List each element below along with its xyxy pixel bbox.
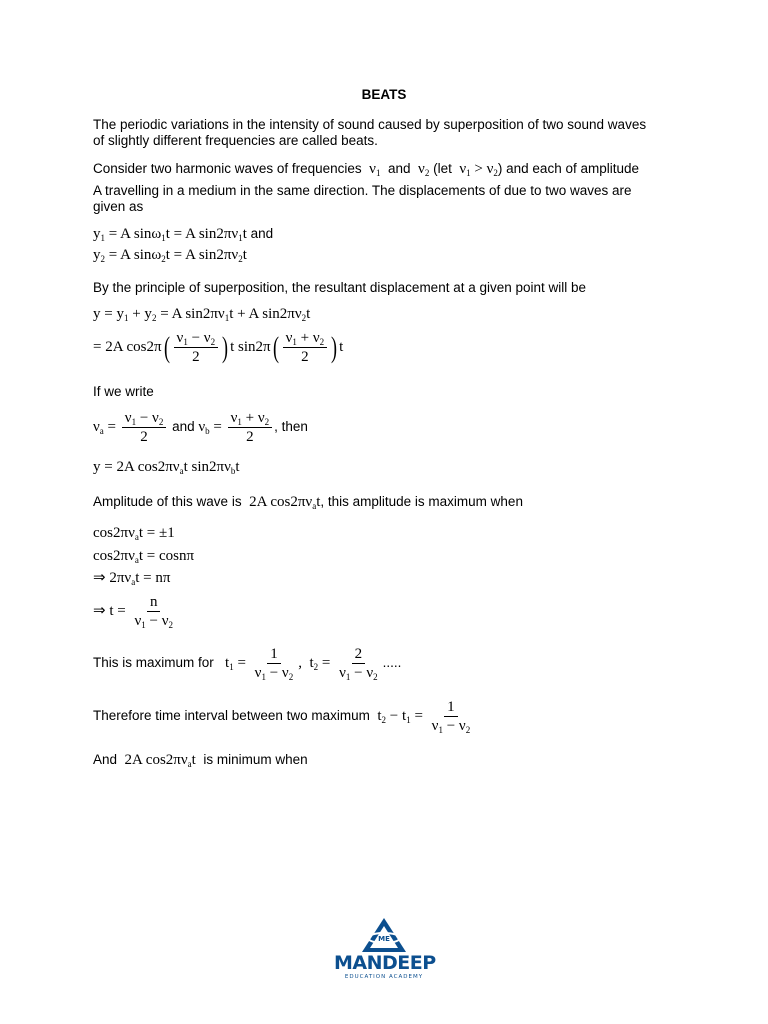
logo-tagline: EDUCATION ACADEMY bbox=[344, 974, 424, 980]
consider-line-2: A travelling in a medium in the same direction. The displacements of due to two waves are bbox=[93, 183, 632, 198]
amplitude-expression: 2A $\cos 2\pi\nu_at$ bbox=[245, 494, 321, 511]
logo-name: MANDEEP bbox=[334, 952, 436, 974]
equation-cos-pm1: $\cos 2\pi\nu_at = \pm 1$ bbox=[93, 525, 175, 542]
intro-line-2: of slightly different frequencies are called beats. bbox=[93, 133, 378, 148]
amplitude-line bbox=[93, 493, 523, 511]
intro-line-1: The periodic variations in the intensity of sound caused by superposition of two sound waves bbox=[93, 117, 647, 132]
equation-implies-npi: ⇒ $2\pi\nu_at = n\pi$ bbox=[93, 570, 171, 587]
maximum-for-line bbox=[93, 646, 401, 681]
nu-ab-then: , then bbox=[274, 418, 308, 434]
amplitude-pre: Amplitude of this wave is bbox=[93, 494, 242, 509]
equation-y1-and: and bbox=[250, 226, 274, 241]
equation-product: = 2A cos2π( $\frac{\nu_1 - \nu_2}{2}$ ) t sin2π( $\frac{\nu_1 + \nu_2}{2}$ ) t bbox=[93, 330, 344, 365]
mandeep-logo-icon bbox=[334, 916, 434, 956]
equation-t1-t2: $t_1$ = $\frac{1}{\nu_1 - \nu_2}$ , $t_2$ = $\frac{2}{\nu_1 - \nu_2}$ bbox=[217, 646, 378, 682]
minimum-line bbox=[93, 751, 308, 769]
equation-t-n: ⇒ t = $\frac{n}{\nu_1 - \nu_2}$ bbox=[93, 594, 173, 630]
max-for-text: This is maximum for bbox=[93, 654, 214, 670]
minimum-expression: 2A $\cos 2\pi\nu_at$ bbox=[120, 752, 200, 769]
if-we-write-text: If we write bbox=[93, 384, 154, 399]
nu1-symbol: $\nu_1$ bbox=[365, 161, 381, 178]
consider-line-1 bbox=[93, 160, 639, 178]
mandeep-logo bbox=[334, 916, 434, 986]
consider-let: (let bbox=[433, 161, 452, 176]
consider-and: and bbox=[387, 161, 411, 176]
dots: ..... bbox=[382, 654, 402, 670]
interval-line bbox=[93, 699, 475, 734]
consider-line-3: given as bbox=[93, 199, 144, 214]
equation-y1: $y_1 = A$ sinω$_1$t = A $\sin 2\pi\nu_1t$ and bbox=[93, 226, 274, 243]
equation-nu-ab: $\nu_a$ = $\frac{\nu_1 - \nu_2}{2}$ and $\nu_b$ = $\frac{\nu_1 + \nu_2}{2}$ , then bbox=[93, 410, 308, 445]
interval-text: Therefore time interval between two maximum bbox=[93, 707, 370, 723]
minimum-post: is minimum when bbox=[203, 752, 308, 767]
consider-pre: Consider two harmonic waves of frequencies bbox=[93, 161, 362, 176]
nu2-symbol: $\nu_2$ bbox=[414, 161, 430, 178]
equation-cos-npi: $\cos 2\pi\nu_at = \cos n\pi$ bbox=[93, 548, 195, 565]
consider-post: ) and each of amplitude bbox=[497, 161, 639, 176]
amplitude-post: , this amplitude is maximum when bbox=[320, 494, 523, 509]
equation-sum: $y = y_1 + y_2 = A$ $\sin 2\pi\nu_1t + A$ $\sin 2\pi\nu_2t$ bbox=[93, 306, 311, 323]
nu-ab-and: and bbox=[172, 418, 195, 434]
equation-interval: $t_2 - t_1$ = $\frac{1}{\nu_1 - \nu_2}$ bbox=[373, 699, 471, 735]
page-title: BEATS bbox=[361, 87, 407, 102]
svg-text:ME: ME bbox=[378, 935, 390, 943]
equation-y-ab: y = 2A $\cos 2\pi\nu_at$ $\sin 2\pi\nu_bt$ bbox=[93, 459, 240, 476]
equation-y2: $y_2 = A$ sinω$_2$t = A $\sin 2\pi\nu_2t$ bbox=[93, 247, 247, 264]
minimum-pre: And bbox=[93, 752, 118, 767]
superposition-text: By the principle of superposition, the resultant displacement at a given point will be bbox=[93, 280, 587, 295]
nu-inequality: $\nu_1 > \nu_2$ bbox=[455, 161, 498, 178]
